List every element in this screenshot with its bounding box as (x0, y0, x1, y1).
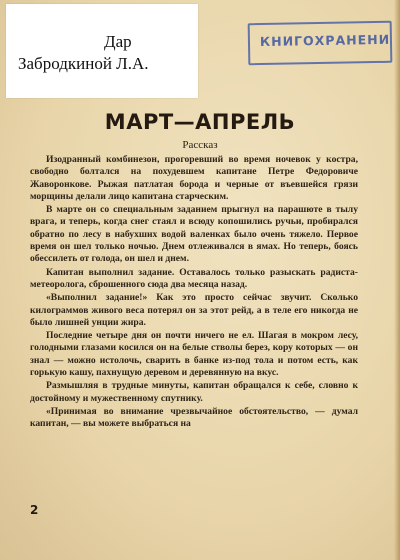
paragraph: Капитан выполнил задание. Оставалось только разыскать радиста-метеоролога, сброшенного сюда два месяца назад. (30, 266, 358, 290)
paragraph: «Выполнил задание!» Как это просто сейчас звучит. Сколько килограммов живого веса потерял он за этот рейд, а в теле его никогда не было лишней унции жира. (30, 292, 358, 328)
library-stamp-text: КНИГОХРАНЕНИ (259, 31, 391, 50)
page-number: 2 (30, 503, 39, 517)
library-stamp (248, 21, 393, 66)
dedication-line-2: Забродкиной Л.А. (18, 54, 149, 73)
paragraph: «Принимая во внимание чрезвычайное обстоятельство, — думал капитан, — вы можете выбраться на (30, 405, 358, 430)
story-text (30, 154, 358, 432)
chapter-title: МАРТ—АПРЕЛЬ (104, 110, 296, 134)
dedication-label (6, 4, 198, 98)
paragraph: Последние четыре дня он почти ничего не ел. Шагая в мокром лесу, голодными глазами косился он на белые стволы берез, кору которых — он знал — можно истолочь, сварить в банке из-под тола и потом есть, как горькую кашу, пахнущую деревом и деревянную на вкус. (30, 330, 358, 379)
dedication-line-1: Дар (104, 32, 132, 51)
paragraph: Размышляя в трудные минуты, капитан обращался к себе, словно к достойному и мужественному спутнику. (30, 380, 358, 404)
paragraph: Изодранный комбинезон, прогоревший во время ночевок у костра, свободно болтался на похудевшем капитане Петре Федоровиче Жаворонкове. Рыжая патлатая борода и черные от въевшейся грязи морщины делали лицо капитана старческим. (30, 154, 358, 202)
chapter-subtitle: Рассказ (182, 139, 218, 151)
paragraph: В марте он со специальным заданием прыгнул на парашюте в тылу врага, и теперь, когда снег стаял и всюду копошились ручьи, пробирался обратно по лесу в набухших водой валенках было очень тяжело. Первое время он шел только ночью. Днем отлеживался в ямах. Но теперь, боясь обессилеть от голода, он шел и днем. (30, 204, 358, 265)
page-edge-shadow (394, 0, 400, 560)
